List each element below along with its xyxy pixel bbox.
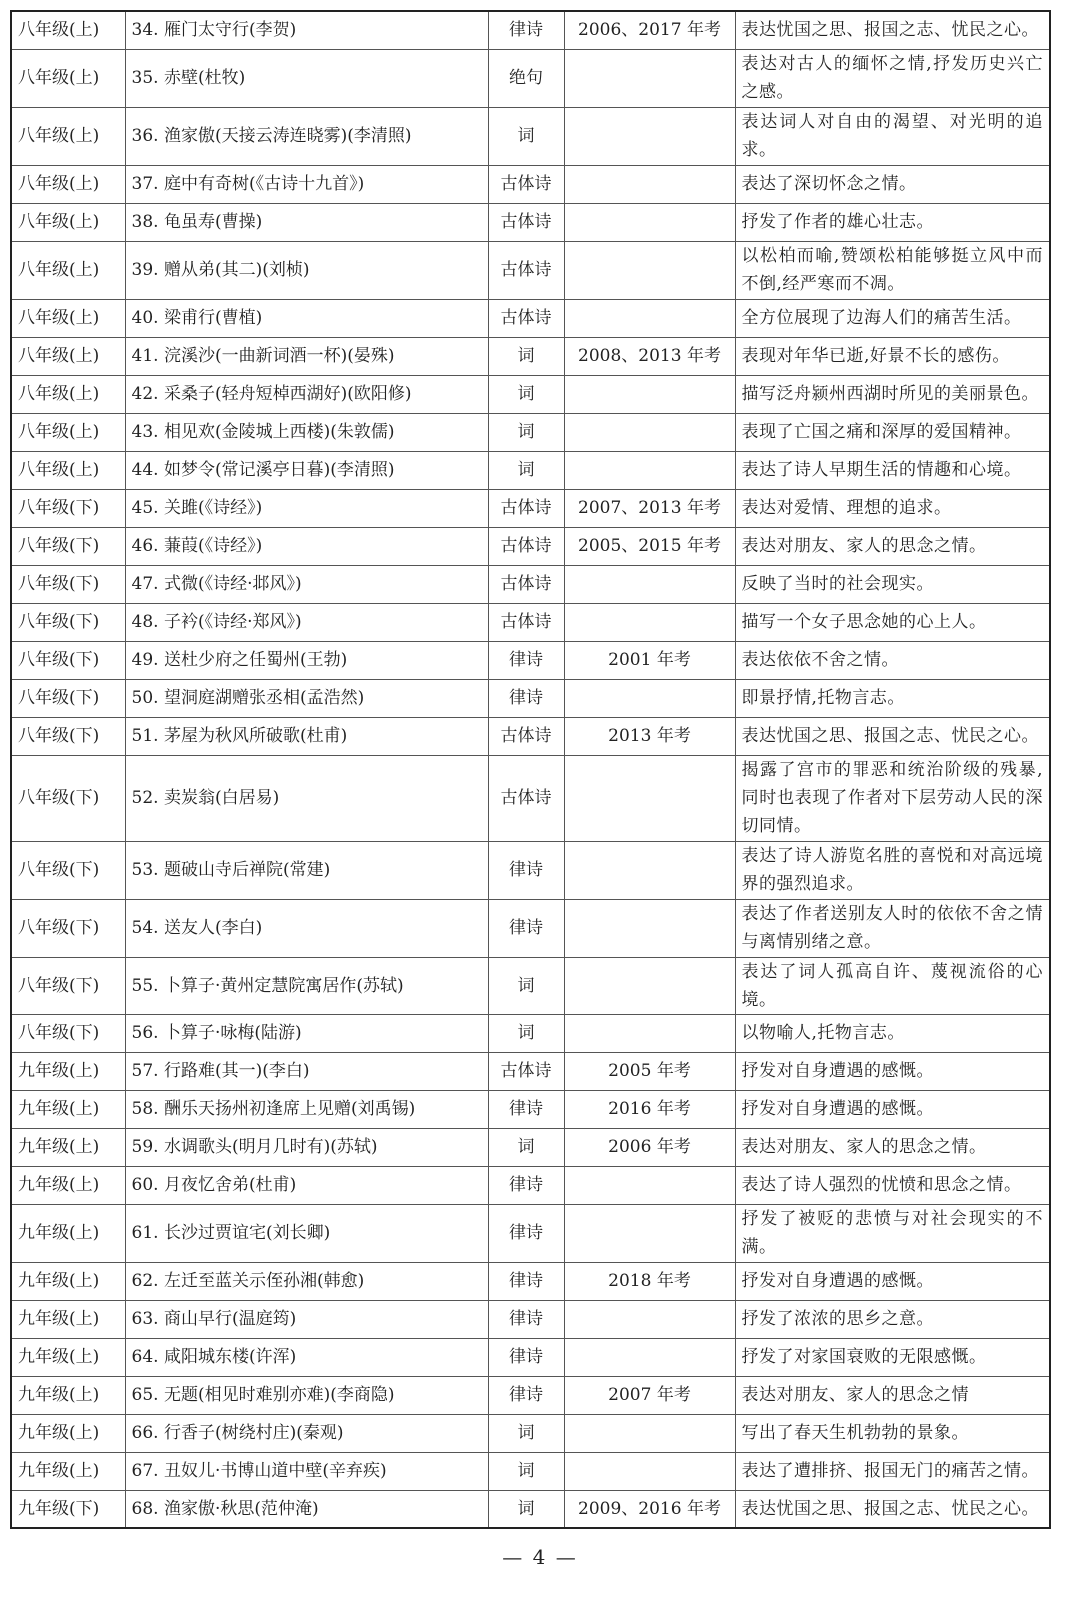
poem-type-cell: 古体诗	[488, 603, 564, 641]
table-row	[11, 1166, 1050, 1204]
exam-year-cell	[564, 451, 735, 489]
theme-cell: 写出了春天生机勃勃的景象。	[735, 1414, 1050, 1452]
poem-type-cell: 古体诗	[488, 299, 564, 337]
exam-year-cell	[564, 1300, 735, 1338]
poem-table	[10, 10, 1051, 1529]
grade-cell: 八年级(下)	[11, 957, 125, 1014]
theme-cell: 表达对爱情、理想的追求。	[735, 489, 1050, 527]
theme-cell: 抒发了对家国衰败的无限感慨。	[735, 1338, 1050, 1376]
theme-cell: 表达对朋友、家人的思念之情。	[735, 1128, 1050, 1166]
poem-type-cell: 词	[488, 957, 564, 1014]
poem-title-cell: 36. 渔家傲(天接云涛连晓雾)(李清照)	[125, 107, 488, 165]
exam-year-cell: 2007、2013 年考	[564, 489, 735, 527]
poem-type-cell: 律诗	[488, 1262, 564, 1300]
grade-cell: 八年级(下)	[11, 1014, 125, 1052]
grade-cell: 八年级(上)	[11, 11, 125, 49]
grade-cell: 八年级(上)	[11, 49, 125, 107]
exam-year-cell	[564, 841, 735, 899]
theme-cell: 表达了诗人早期生活的情趣和心境。	[735, 451, 1050, 489]
theme-cell: 表现对年华已逝,好景不长的感伤。	[735, 337, 1050, 375]
exam-year-cell	[564, 49, 735, 107]
table-row	[11, 451, 1050, 489]
poem-title-cell: 52. 卖炭翁(白居易)	[125, 755, 488, 841]
poem-type-cell: 律诗	[488, 899, 564, 957]
poem-title-cell: 58. 酬乐天扬州初逢席上见赠(刘禹锡)	[125, 1090, 488, 1128]
poem-type-cell: 古体诗	[488, 165, 564, 203]
exam-year-cell	[564, 413, 735, 451]
grade-cell: 八年级(下)	[11, 717, 125, 755]
grade-cell: 八年级(上)	[11, 299, 125, 337]
poem-type-cell: 词	[488, 413, 564, 451]
poem-type-cell: 律诗	[488, 1376, 564, 1414]
poem-type-cell: 律诗	[488, 1166, 564, 1204]
poem-title-cell: 46. 蒹葭(《诗经》)	[125, 527, 488, 565]
poem-type-cell: 词	[488, 1452, 564, 1490]
poem-type-cell: 律诗	[488, 1338, 564, 1376]
table-row	[11, 49, 1050, 107]
page-number: — 4 —	[502, 1545, 578, 1569]
theme-cell: 抒发了作者的雄心壮志。	[735, 203, 1050, 241]
grade-cell: 八年级(上)	[11, 451, 125, 489]
exam-year-cell	[564, 1338, 735, 1376]
exam-year-cell	[564, 165, 735, 203]
exam-year-cell: 2016 年考	[564, 1090, 735, 1128]
exam-year-cell	[564, 565, 735, 603]
exam-year-cell: 2001 年考	[564, 641, 735, 679]
table-row	[11, 375, 1050, 413]
grade-cell: 九年级(上)	[11, 1300, 125, 1338]
exam-year-cell	[564, 107, 735, 165]
grade-cell: 八年级(上)	[11, 413, 125, 451]
theme-cell: 表达忧国之思、报国之志、忧民之心。	[735, 1490, 1050, 1528]
poem-title-cell: 45. 关雎(《诗经》)	[125, 489, 488, 527]
theme-cell: 抒发了浓浓的思乡之意。	[735, 1300, 1050, 1338]
grade-cell: 九年级(下)	[11, 1490, 125, 1528]
poem-type-cell: 古体诗	[488, 717, 564, 755]
theme-cell: 表达忧国之思、报国之志、忧民之心。	[735, 11, 1050, 49]
exam-year-cell	[564, 1204, 735, 1262]
poem-title-cell: 35. 赤壁(杜牧)	[125, 49, 488, 107]
poem-title-cell: 38. 龟虽寿(曹操)	[125, 203, 488, 241]
exam-year-cell	[564, 1166, 735, 1204]
theme-cell: 表达忧国之思、报国之志、忧民之心。	[735, 717, 1050, 755]
grade-cell: 八年级(下)	[11, 603, 125, 641]
poem-type-cell: 古体诗	[488, 527, 564, 565]
exam-year-cell	[564, 375, 735, 413]
grade-cell: 八年级(下)	[11, 841, 125, 899]
poem-type-cell: 绝句	[488, 49, 564, 107]
poem-type-cell: 律诗	[488, 1090, 564, 1128]
theme-cell: 以物喻人,托物言志。	[735, 1014, 1050, 1052]
exam-year-cell: 2006 年考	[564, 1128, 735, 1166]
exam-year-cell: 2006、2017 年考	[564, 11, 735, 49]
poem-title-cell: 57. 行路难(其一)(李白)	[125, 1052, 488, 1090]
exam-year-cell	[564, 1414, 735, 1452]
table-row	[11, 1090, 1050, 1128]
poem-type-cell: 律诗	[488, 11, 564, 49]
exam-year-cell	[564, 1014, 735, 1052]
exam-year-cell	[564, 755, 735, 841]
poem-type-cell: 词	[488, 107, 564, 165]
exam-year-cell: 2005、2015 年考	[564, 527, 735, 565]
poem-title-cell: 66. 行香子(树绕村庄)(秦观)	[125, 1414, 488, 1452]
poem-type-cell: 古体诗	[488, 489, 564, 527]
table-row	[11, 1338, 1050, 1376]
table-row	[11, 679, 1050, 717]
poem-type-cell: 古体诗	[488, 203, 564, 241]
grade-cell: 八年级(下)	[11, 641, 125, 679]
grade-cell: 八年级(上)	[11, 165, 125, 203]
poem-title-cell: 42. 采桑子(轻舟短棹西湖好)(欧阳修)	[125, 375, 488, 413]
poem-type-cell: 词	[488, 1128, 564, 1166]
poem-title-cell: 55. 卜算子·黄州定慧院寓居作(苏轼)	[125, 957, 488, 1014]
theme-cell: 以松柏而喻,赞颂松柏能够挺立风中而不倒,经严寒而不凋。	[735, 241, 1050, 299]
grade-cell: 九年级(上)	[11, 1338, 125, 1376]
poem-title-cell: 48. 子衿(《诗经·郑风》)	[125, 603, 488, 641]
poem-title-cell: 47. 式微(《诗经·邶风》)	[125, 565, 488, 603]
grade-cell: 八年级(上)	[11, 203, 125, 241]
poem-title-cell: 56. 卜算子·咏梅(陆游)	[125, 1014, 488, 1052]
poem-type-cell: 律诗	[488, 1204, 564, 1262]
table-row	[11, 1128, 1050, 1166]
exam-year-cell: 2018 年考	[564, 1262, 735, 1300]
theme-cell: 揭露了宫市的罪恶和统治阶级的残暴,同时也表现了作者对下层劳动人民的深切同情。	[735, 755, 1050, 841]
grade-cell: 八年级(下)	[11, 489, 125, 527]
exam-year-cell	[564, 603, 735, 641]
poem-type-cell: 词	[488, 375, 564, 413]
poem-type-cell: 律诗	[488, 641, 564, 679]
theme-cell: 描写一个女子思念她的心上人。	[735, 603, 1050, 641]
grade-cell: 九年级(上)	[11, 1204, 125, 1262]
poem-type-cell: 古体诗	[488, 565, 564, 603]
poem-type-cell: 词	[488, 337, 564, 375]
table-row	[11, 717, 1050, 755]
grade-cell: 九年级(上)	[11, 1166, 125, 1204]
table-row	[11, 841, 1050, 899]
table-row	[11, 1204, 1050, 1262]
poem-type-cell: 古体诗	[488, 1052, 564, 1090]
theme-cell: 表达对朋友、家人的思念之情	[735, 1376, 1050, 1414]
exam-year-cell	[564, 899, 735, 957]
poem-type-cell: 律诗	[488, 1300, 564, 1338]
grade-cell: 八年级(上)	[11, 375, 125, 413]
poem-title-cell: 62. 左迁至蓝关示侄孙湘(韩愈)	[125, 1262, 488, 1300]
grade-cell: 九年级(上)	[11, 1414, 125, 1452]
poem-title-cell: 39. 赠从弟(其二)(刘桢)	[125, 241, 488, 299]
theme-cell: 表达了作者送别友人时的依依不舍之情与离情别绪之意。	[735, 899, 1050, 957]
exam-year-cell: 2007 年考	[564, 1376, 735, 1414]
table-row	[11, 565, 1050, 603]
table-row	[11, 11, 1050, 49]
grade-cell: 九年级(上)	[11, 1128, 125, 1166]
poem-title-cell: 44. 如梦令(常记溪亭日暮)(李清照)	[125, 451, 488, 489]
table-row	[11, 413, 1050, 451]
table-row	[11, 957, 1050, 1014]
table-row	[11, 755, 1050, 841]
theme-cell: 反映了当时的社会现实。	[735, 565, 1050, 603]
grade-cell: 九年级(上)	[11, 1452, 125, 1490]
table-row	[11, 241, 1050, 299]
poem-type-cell: 词	[488, 1490, 564, 1528]
poem-table-body	[11, 11, 1050, 1528]
table-row	[11, 337, 1050, 375]
grade-cell: 八年级(上)	[11, 337, 125, 375]
theme-cell: 描写泛舟颍州西湖时所见的美丽景色。	[735, 375, 1050, 413]
theme-cell: 抒发对自身遭遇的感慨。	[735, 1262, 1050, 1300]
poem-title-cell: 43. 相见欢(金陵城上西楼)(朱敦儒)	[125, 413, 488, 451]
theme-cell: 表达了诗人强烈的忧愤和思念之情。	[735, 1166, 1050, 1204]
theme-cell: 抒发对自身遭遇的感慨。	[735, 1052, 1050, 1090]
poem-title-cell: 51. 茅屋为秋风所破歌(杜甫)	[125, 717, 488, 755]
exam-year-cell	[564, 241, 735, 299]
theme-cell: 表达依依不舍之情。	[735, 641, 1050, 679]
table-row	[11, 1052, 1050, 1090]
poem-title-cell: 40. 梁甫行(曹植)	[125, 299, 488, 337]
table-row	[11, 1414, 1050, 1452]
poem-title-cell: 59. 水调歌头(明月几时有)(苏轼)	[125, 1128, 488, 1166]
theme-cell: 表达对朋友、家人的思念之情。	[735, 527, 1050, 565]
exam-year-cell: 2009、2016 年考	[564, 1490, 735, 1528]
grade-cell: 九年级(上)	[11, 1376, 125, 1414]
exam-year-cell	[564, 299, 735, 337]
poem-title-cell: 60. 月夜忆舍弟(杜甫)	[125, 1166, 488, 1204]
grade-cell: 八年级(下)	[11, 755, 125, 841]
theme-cell: 表达了遭排挤、报国无门的痛苦之情。	[735, 1452, 1050, 1490]
table-row	[11, 107, 1050, 165]
table-row	[11, 899, 1050, 957]
table-row	[11, 1300, 1050, 1338]
table-row	[11, 1014, 1050, 1052]
poem-title-cell: 63. 商山早行(温庭筠)	[125, 1300, 488, 1338]
poem-title-cell: 41. 浣溪沙(一曲新词酒一杯)(晏殊)	[125, 337, 488, 375]
exam-year-cell: 2008、2013 年考	[564, 337, 735, 375]
exam-year-cell	[564, 957, 735, 1014]
poem-title-cell: 50. 望洞庭湖赠张丞相(孟浩然)	[125, 679, 488, 717]
poem-title-cell: 68. 渔家傲·秋思(范仲淹)	[125, 1490, 488, 1528]
table-row	[11, 165, 1050, 203]
exam-year-cell: 2013 年考	[564, 717, 735, 755]
theme-cell: 抒发了被贬的悲愤与对社会现实的不满。	[735, 1204, 1050, 1262]
theme-cell: 表达了深切怀念之情。	[735, 165, 1050, 203]
poem-type-cell: 词	[488, 451, 564, 489]
poem-title-cell: 49. 送杜少府之任蜀州(王勃)	[125, 641, 488, 679]
grade-cell: 八年级(下)	[11, 527, 125, 565]
poem-type-cell: 词	[488, 1014, 564, 1052]
theme-cell: 表达对古人的缅怀之情,抒发历史兴亡之感。	[735, 49, 1050, 107]
grade-cell: 八年级(下)	[11, 565, 125, 603]
theme-cell: 表达了诗人游览名胜的喜悦和对高远境界的强烈追求。	[735, 841, 1050, 899]
poem-title-cell: 65. 无题(相见时难别亦难)(李商隐)	[125, 1376, 488, 1414]
theme-cell: 表达了词人孤高自许、蔑视流俗的心境。	[735, 957, 1050, 1014]
table-row	[11, 489, 1050, 527]
theme-cell: 表现了亡国之痛和深厚的爱国精神。	[735, 413, 1050, 451]
table-row	[11, 603, 1050, 641]
poem-title-cell: 54. 送友人(李白)	[125, 899, 488, 957]
poem-title-cell: 64. 咸阳城东楼(许浑)	[125, 1338, 488, 1376]
exam-year-cell	[564, 1452, 735, 1490]
table-row	[11, 527, 1050, 565]
poem-title-cell: 34. 雁门太守行(李贺)	[125, 11, 488, 49]
table-row	[11, 299, 1050, 337]
poem-title-cell: 37. 庭中有奇树(《古诗十九首》)	[125, 165, 488, 203]
theme-cell: 即景抒情,托物言志。	[735, 679, 1050, 717]
table-row	[11, 1262, 1050, 1300]
poem-type-cell: 词	[488, 1414, 564, 1452]
table-row	[11, 1376, 1050, 1414]
grade-cell: 九年级(上)	[11, 1052, 125, 1090]
exam-year-cell	[564, 203, 735, 241]
grade-cell: 八年级(上)	[11, 107, 125, 165]
theme-cell: 抒发对自身遭遇的感慨。	[735, 1090, 1050, 1128]
grade-cell: 八年级(下)	[11, 679, 125, 717]
theme-cell: 表达词人对自由的渴望、对光明的追求。	[735, 107, 1050, 165]
grade-cell: 八年级(上)	[11, 241, 125, 299]
poem-type-cell: 古体诗	[488, 755, 564, 841]
grade-cell: 八年级(下)	[11, 899, 125, 957]
theme-cell: 全方位展现了边海人们的痛苦生活。	[735, 299, 1050, 337]
table-row	[11, 1490, 1050, 1528]
poem-title-cell: 61. 长沙过贾谊宅(刘长卿)	[125, 1204, 488, 1262]
table-row	[11, 203, 1050, 241]
grade-cell: 九年级(上)	[11, 1090, 125, 1128]
exam-year-cell	[564, 679, 735, 717]
poem-type-cell: 律诗	[488, 841, 564, 899]
exam-year-cell: 2005 年考	[564, 1052, 735, 1090]
table-row	[11, 641, 1050, 679]
poem-title-cell: 67. 丑奴儿·书博山道中壁(辛弃疾)	[125, 1452, 488, 1490]
poem-type-cell: 律诗	[488, 679, 564, 717]
poem-title-cell: 53. 题破山寺后禅院(常建)	[125, 841, 488, 899]
poem-type-cell: 古体诗	[488, 241, 564, 299]
table-row	[11, 1452, 1050, 1490]
grade-cell: 九年级(上)	[11, 1262, 125, 1300]
